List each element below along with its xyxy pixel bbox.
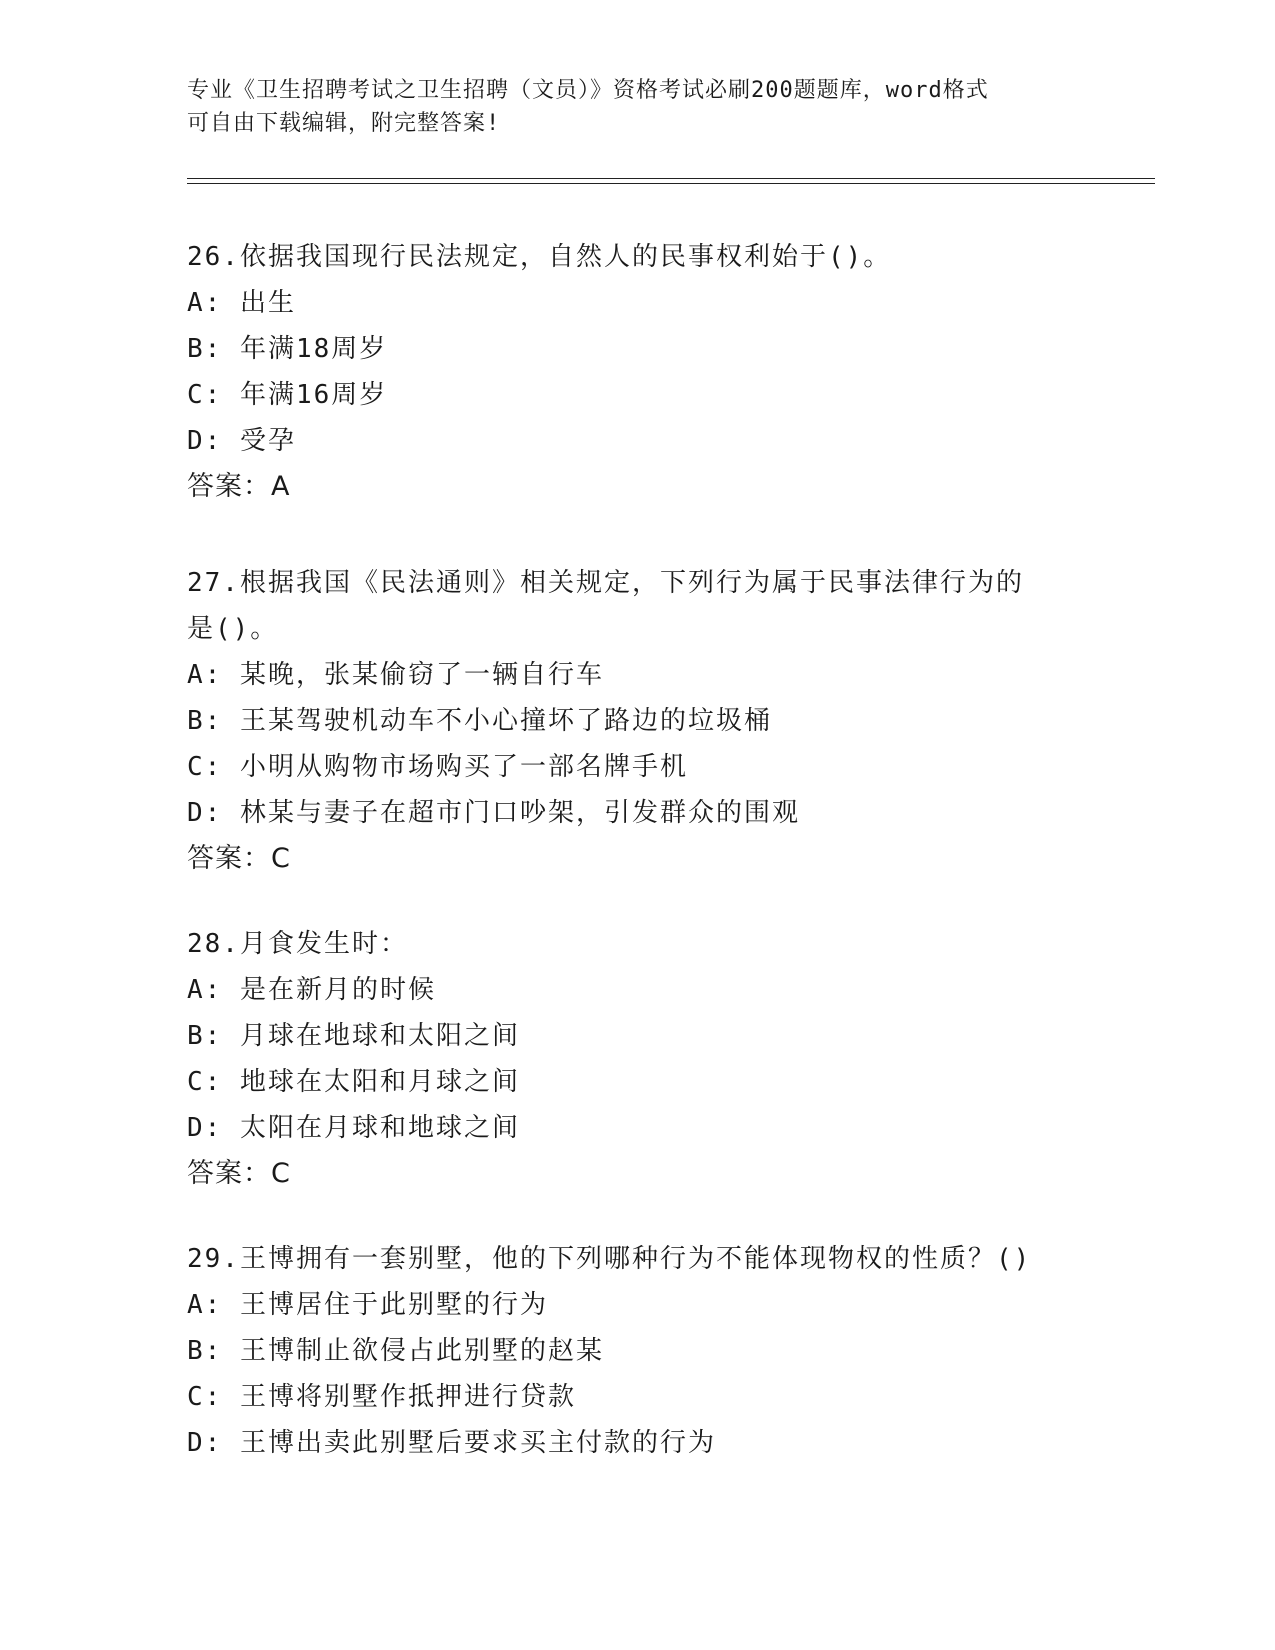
option-c: C: 年满16周岁 xyxy=(187,380,388,410)
answer: 答案：C xyxy=(187,1158,291,1189)
question-29 xyxy=(187,1236,1087,1466)
header-divider-bottom xyxy=(187,183,1155,184)
answer: 答案：C xyxy=(187,843,291,874)
question-26 xyxy=(187,234,1087,510)
option-a: A: 出生 xyxy=(187,288,296,318)
option-d: D: 太阳在月球和地球之间 xyxy=(187,1113,520,1143)
option-a: A: 某晚，张某偷窃了一辆自行车 xyxy=(187,660,604,690)
answer: 答案：A xyxy=(187,471,291,502)
question-28 xyxy=(187,921,1087,1197)
option-b: B: 年满18周岁 xyxy=(187,334,388,364)
option-d: D: 王博出卖此别墅后要求买主付款的行为 xyxy=(187,1428,716,1458)
option-c: C: 地球在太阳和月球之间 xyxy=(187,1067,520,1097)
option-a: A: 是在新月的时候 xyxy=(187,975,436,1005)
question-stem: 27.根据我国《民法通则》相关规定，下列行为属于民事法律行为的是()。 xyxy=(187,568,1024,644)
option-d: D: 林某与妻子在超市门口吵架，引发群众的围观 xyxy=(187,798,800,828)
question-stem: 26.依据我国现行民法规定，自然人的民事权利始于()。 xyxy=(187,242,892,272)
option-a: A: 王博居住于此别墅的行为 xyxy=(187,1290,548,1320)
option-d: D: 受孕 xyxy=(187,426,296,456)
option-b: B: 王某驾驶机动车不小心撞坏了路边的垃圾桶 xyxy=(187,706,772,736)
option-b: B: 月球在地球和太阳之间 xyxy=(187,1021,520,1051)
option-b: B: 王博制止欲侵占此别墅的赵某 xyxy=(187,1336,604,1366)
option-c: C: 王博将别墅作抵押进行贷款 xyxy=(187,1382,576,1412)
document-header xyxy=(187,74,1067,140)
header-divider-top xyxy=(187,178,1155,179)
header-line-1: 专业《卫生招聘考试之卫生招聘（文员）》资格考试必刷200题题库，word格式 xyxy=(187,78,989,103)
header-line-2: 可自由下载编辑，附完整答案! xyxy=(187,111,501,136)
option-c: C: 小明从购物市场购买了一部名牌手机 xyxy=(187,752,688,782)
question-27 xyxy=(187,560,1087,882)
question-stem: 28.月食发生时： xyxy=(187,929,408,959)
question-stem: 29.王博拥有一套别墅，他的下列哪种行为不能体现物权的性质？() xyxy=(187,1244,1032,1274)
